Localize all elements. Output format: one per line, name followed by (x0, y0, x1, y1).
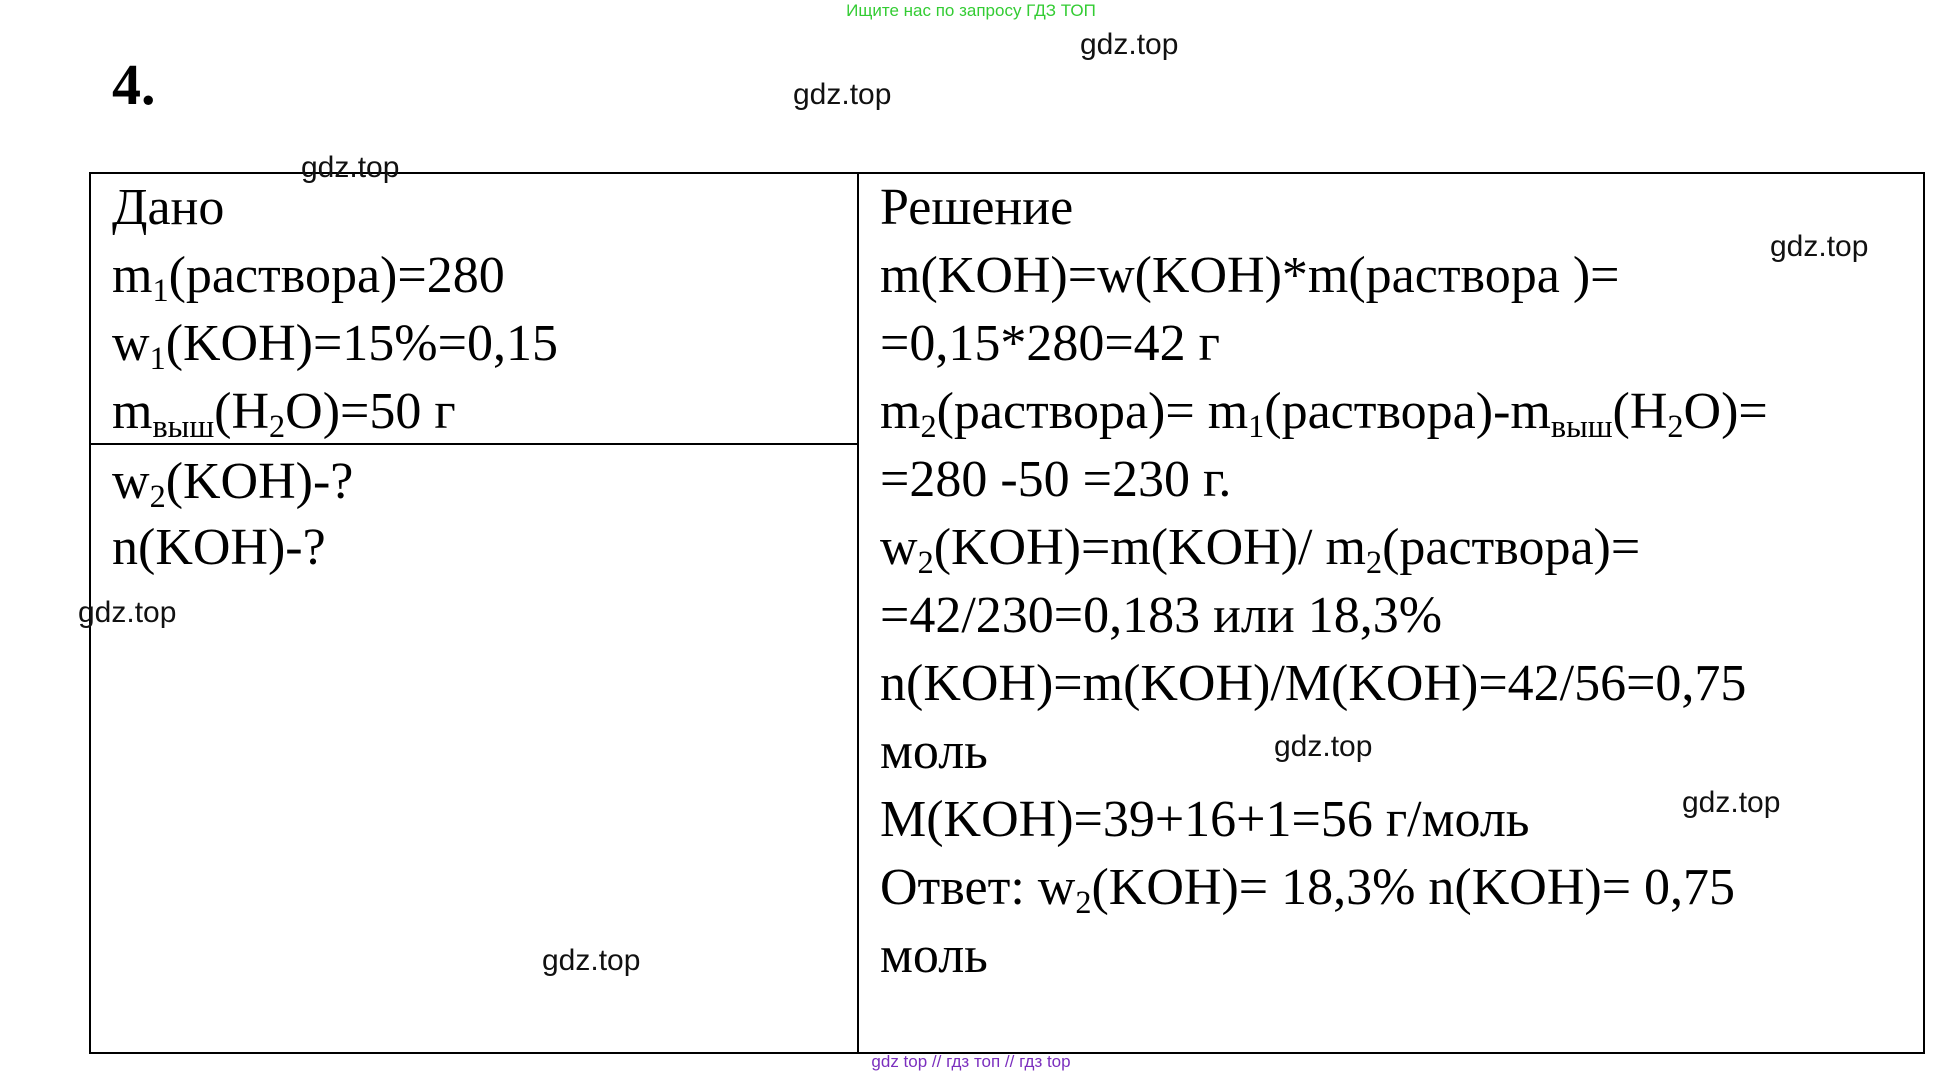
given-line (112, 244, 505, 308)
text-part: моль (880, 723, 988, 780)
find-line (112, 450, 353, 514)
find-line (112, 516, 326, 580)
subscript: 2 (1075, 884, 1092, 921)
solution-line (880, 312, 1220, 376)
watermark: gdz.top (1770, 230, 1869, 263)
watermark: gdz.top (78, 596, 177, 629)
subscript: 2 (917, 544, 934, 581)
text-part: Ответ: w (880, 859, 1076, 916)
text-part: (раствора)= (1382, 519, 1641, 576)
text-part: (раствора)=280 (168, 247, 505, 304)
answer-line (880, 856, 1735, 920)
watermark: gdz.top (793, 78, 892, 111)
top-banner: Ищите нас по запросу ГДЗ ТОП (846, 1, 1096, 20)
footer-watermark: gdz top // гдз топ // гдз top (871, 1052, 1071, 1071)
subscript: 2 (920, 408, 937, 445)
text-part: (KOH)= 18,3% n(KOH)= 0,75 (1091, 859, 1736, 916)
watermark: gdz.top (1682, 786, 1781, 819)
text-part: =42/230=0,183 или 18,3% (880, 587, 1443, 644)
solution-line (880, 448, 1231, 512)
text-part: m (880, 383, 921, 440)
text-part: O)= (1683, 383, 1768, 440)
subscript: 1 (152, 272, 169, 309)
subscript: 1 (149, 340, 166, 377)
task-number: 4. (112, 52, 156, 117)
solution-line (880, 380, 1768, 444)
text-part: (H (1612, 383, 1668, 440)
solution-line (880, 652, 1746, 716)
subscript: 2 (269, 408, 286, 445)
text-part: M(KOH)=39+16+1=56 г/моль (880, 791, 1530, 848)
watermark: gdz.top (1080, 28, 1179, 61)
answer-line (880, 924, 988, 988)
watermark: gdz.top (542, 944, 641, 977)
subscript: 1 (1248, 408, 1265, 445)
subscript: выш (152, 408, 215, 445)
text-part: (KOH)=m(KOH)/ m (933, 519, 1366, 576)
text-part: (KOH)=15%=0,15 (165, 315, 558, 372)
subscript: 2 (1365, 544, 1383, 581)
text-part: m (112, 383, 153, 440)
text-part: w (112, 315, 150, 372)
solution-line (880, 244, 1619, 308)
text-part: m (112, 247, 153, 304)
text-part: w (112, 453, 150, 510)
solution-line (880, 516, 1640, 580)
solution-line (880, 788, 1530, 852)
given-line (112, 380, 456, 444)
text-part: n(KOH)=m(KOH)/M(KOH)=42/56=0,75 (880, 655, 1747, 712)
watermark: gdz.top (1274, 730, 1373, 763)
text-part: m(KOH)=w(KOH)*m(раствора )= (880, 247, 1620, 304)
text-part: n(KOH)-? (112, 519, 326, 576)
given-heading: Дано (112, 179, 225, 236)
table-divider-vertical (857, 172, 859, 1054)
text-part: (раствора)-m (1264, 383, 1551, 440)
subscript: 2 (149, 478, 166, 515)
text-part: w (880, 519, 918, 576)
text-part: =0,15*280=42 г (880, 315, 1220, 372)
text-part: моль (880, 927, 988, 984)
solution-line (880, 584, 1442, 648)
solution-heading: Решение (880, 179, 1074, 236)
subscript: выш (1550, 408, 1613, 445)
text-part: (H (214, 383, 270, 440)
subscript: 2 (1667, 408, 1684, 445)
text-part: (KOH)-? (165, 453, 354, 510)
text-part: (раствора)= m (936, 383, 1249, 440)
text-part: =280 -50 =230 г. (880, 451, 1232, 508)
table-border-right (1923, 172, 1925, 1054)
watermark: gdz.top (301, 151, 400, 184)
solution-line (880, 720, 988, 784)
given-line (112, 312, 558, 376)
text-part: O)=50 г (285, 383, 456, 440)
